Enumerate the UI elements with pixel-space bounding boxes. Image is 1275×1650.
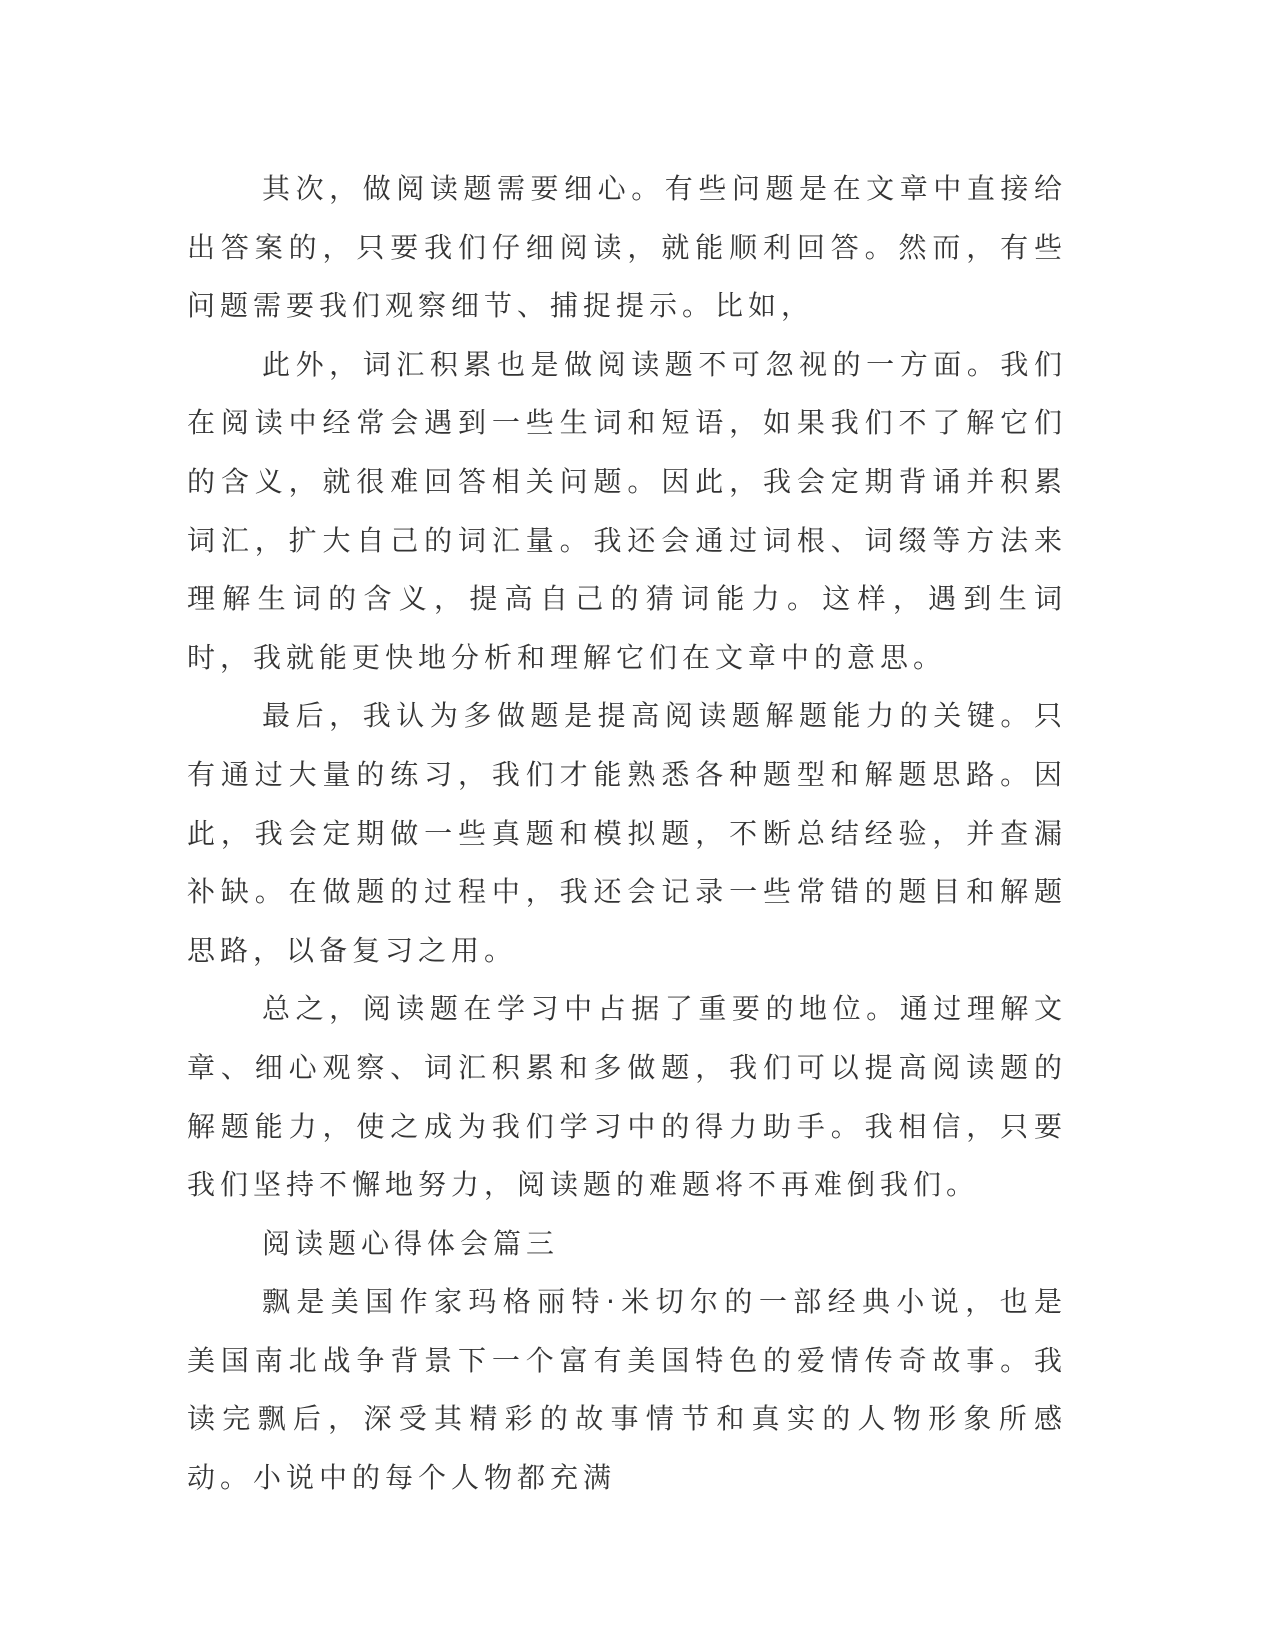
paragraph-gone-with-the-wind: 飘是美国作家玛格丽特·米切尔的一部经典小说，也是美国南北战争背景下一个富有美国特色的爱情传奇故事。我读完飘后，深受其精彩的故事情节和真实的人物形象所感动。小说中的每个人物都充满 (187, 1285, 1067, 1495)
document-body (187, 160, 1067, 1508)
paragraph-conclusion: 总之，阅读题在学习中占据了重要的地位。通过理解文章、细心观察、词汇积累和多做题，我们可以提高阅读题的解题能力，使之成为我们学习中的得力助手。我相信，只要我们坚持不懈地努力，阅读题的难题将不再难倒我们。 (187, 992, 1067, 1202)
section-heading: 阅读题心得体会篇三 (262, 1226, 560, 1260)
paragraph-vocabulary: 此外，词汇积累也是做阅读题不可忽视的一方面。我们在阅读中经常会遇到一些生词和短语，如果我们不了解它们的含义，就很难回答相关问题。因此，我会定期背诵并积累词汇，扩大自己的词汇量。我还会通过词根、词缀等方法来理解生词的含义，提高自己的猜词能力。这样，遇到生词时，我就能更快地分析和理解它们在文章中的意思。 (187, 347, 1067, 674)
paragraph-practice: 最后，我认为多做题是提高阅读题解题能力的关键。只有通过大量的练习，我们才能熟悉各种题型和解题思路。因此，我会定期做一些真题和模拟题，不断总结经验，并查漏补缺。在做题的过程中，我还会记录一些常错的题目和解题思路，以备复习之用。 (187, 699, 1067, 967)
paragraph-carefulness: 其次，做阅读题需要细心。有些问题是在文章中直接给出答案的，只要我们仔细阅读，就能顺利回答。然而，有些问题需要我们观察细节、捕捉提示。比如， (187, 172, 1067, 323)
